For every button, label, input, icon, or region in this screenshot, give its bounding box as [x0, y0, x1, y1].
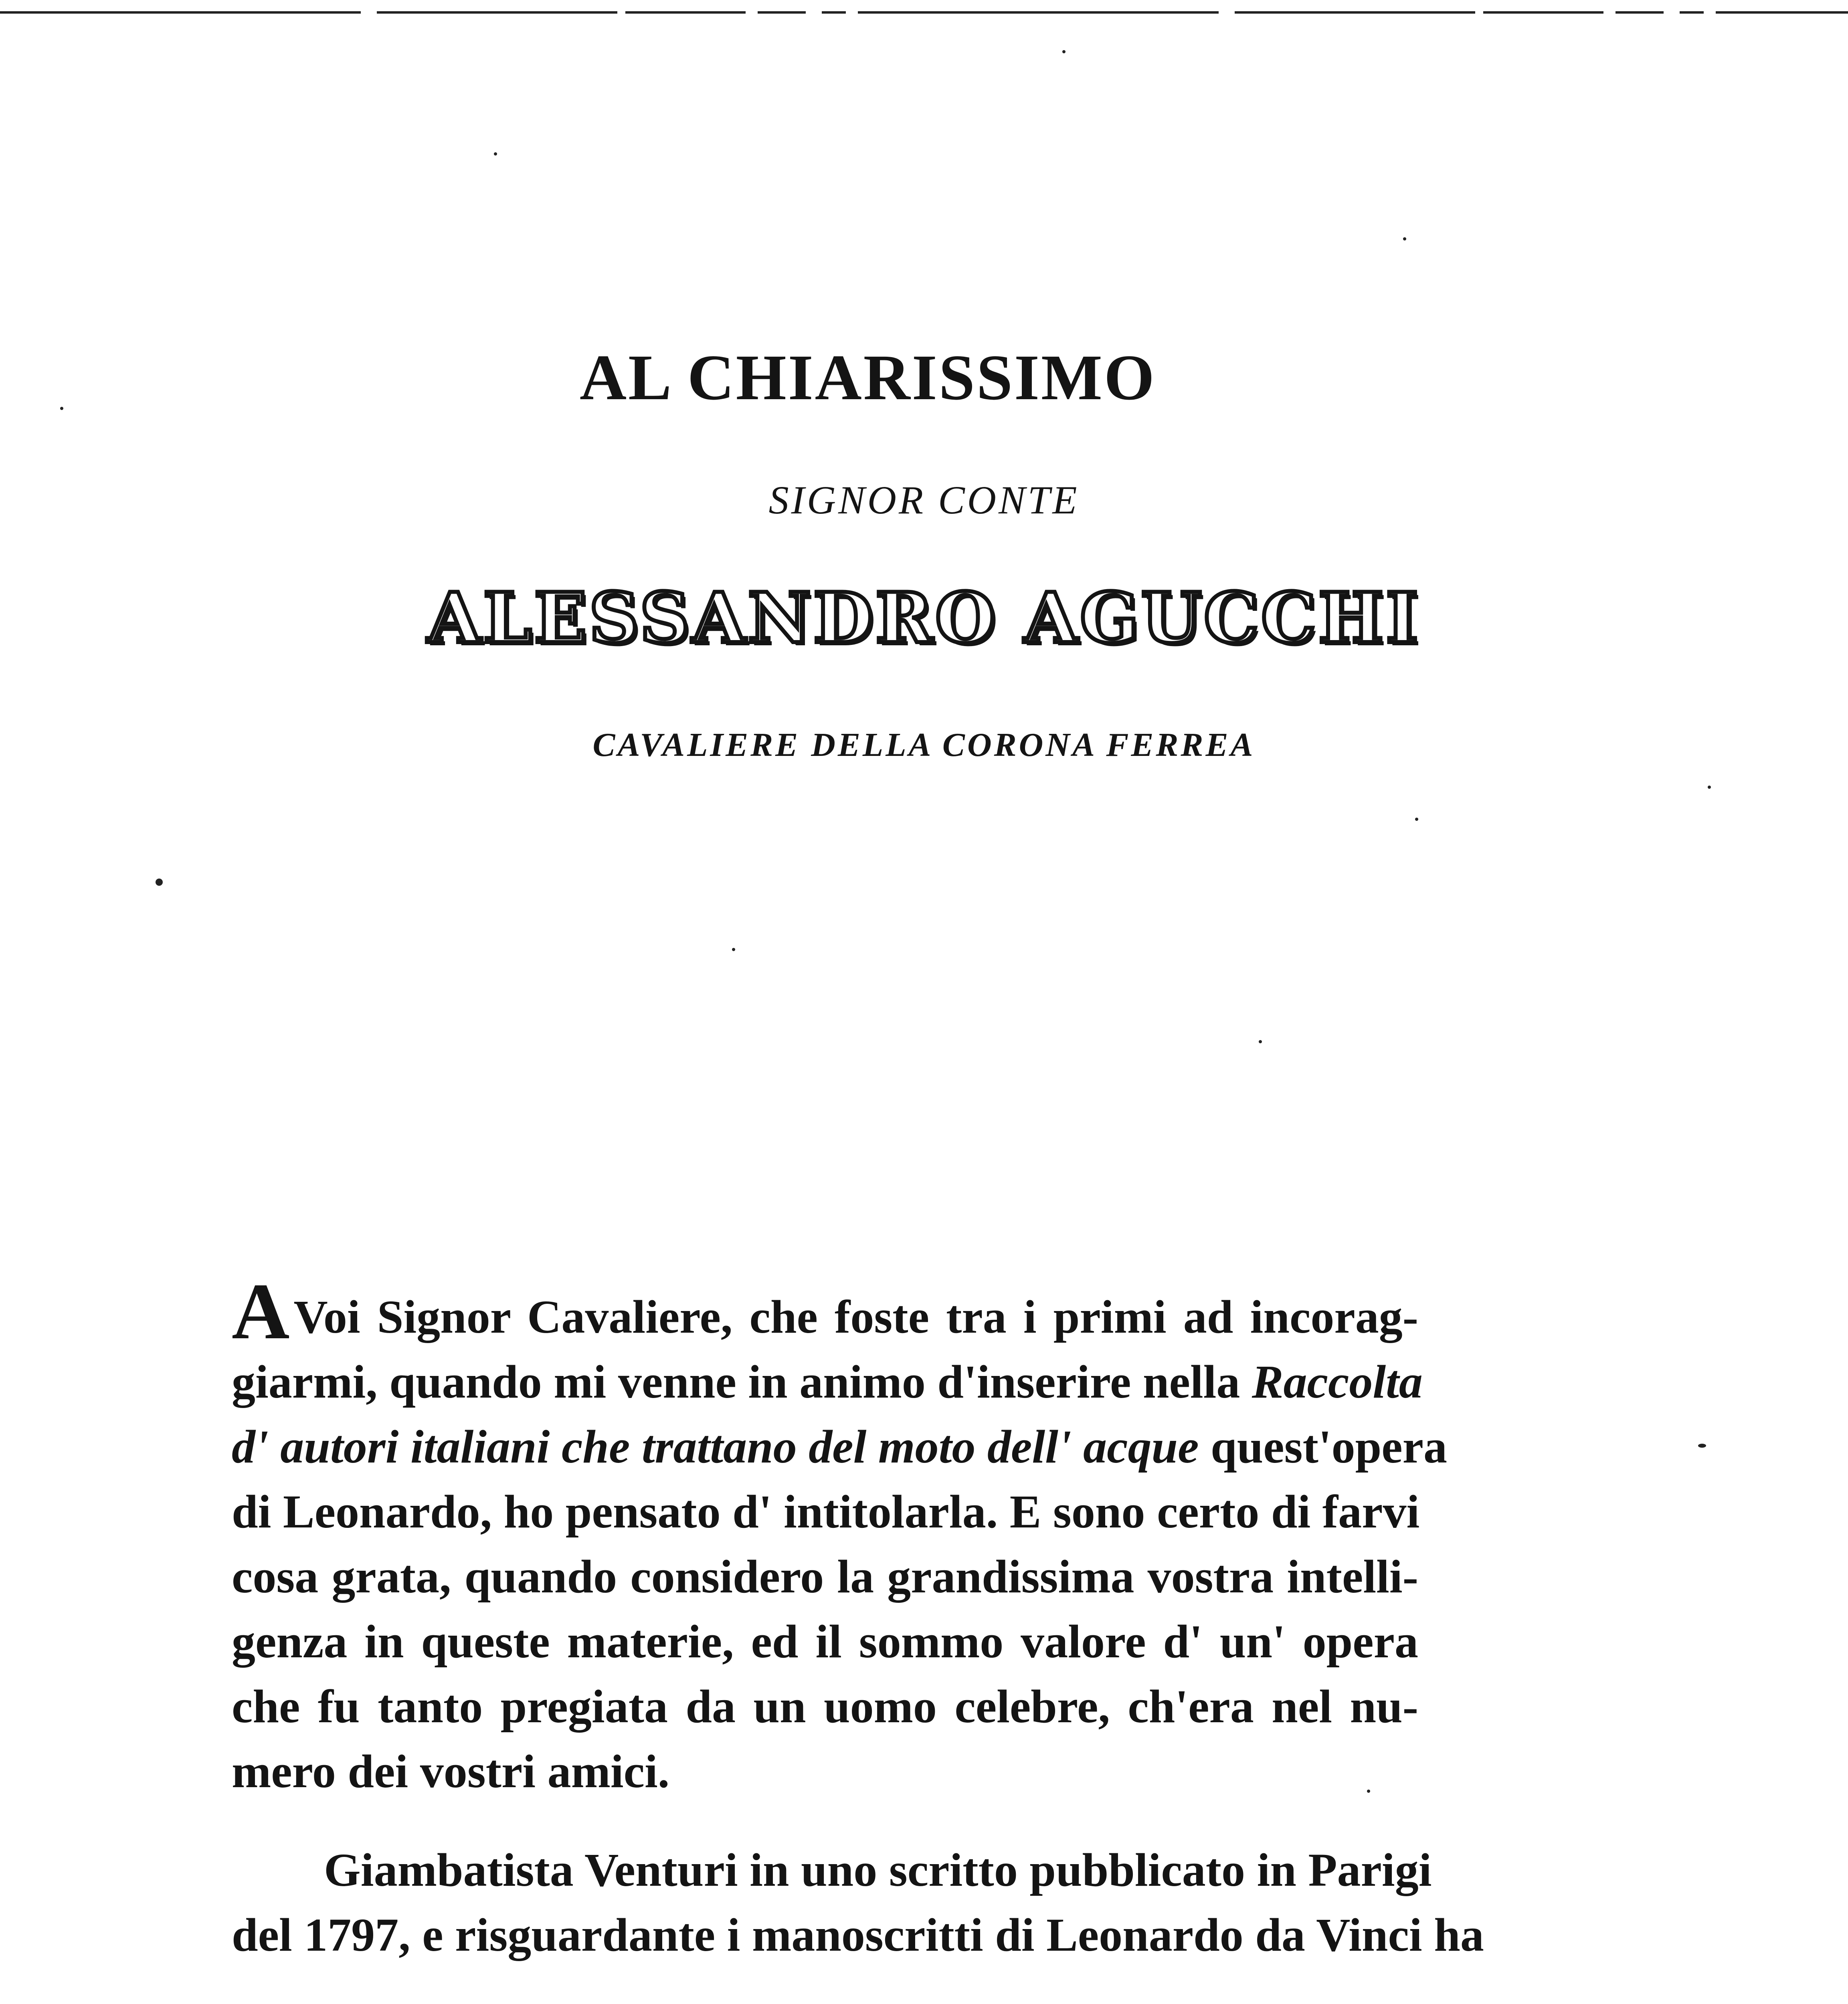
drop-cap: A: [232, 1267, 290, 1356]
dedication-subtitle: SIGNOR CONTE: [768, 478, 1080, 522]
scan-speck: [1403, 237, 1406, 240]
line-italic-text: d' autori italiani che trattano del moto dell' acque: [232, 1420, 1199, 1473]
scan-speck: [1259, 1040, 1262, 1043]
scan-speck: [732, 948, 735, 951]
scan-speck: [1708, 786, 1711, 789]
text-line: Giambatista Venturi in uno scritto pubblicato in Parigi: [324, 1844, 1432, 1896]
text-line: [232, 1267, 1418, 1356]
text-line: mero dei vostri amici.: [232, 1745, 670, 1798]
scan-speck: [494, 152, 497, 156]
text-line: cosa grata, quando considero la grandissima vostra intelli-: [232, 1550, 1418, 1603]
dedicatee-honor: CAVALIERE DELLA CORONA FERREA: [592, 726, 1256, 764]
text-line: genza in queste materie, ed il sommo valore d' un' opera: [232, 1615, 1418, 1668]
text-line: [232, 1414, 1448, 1479]
paragraph-1: [232, 1267, 1448, 1804]
text-line: del 1797, e risguardante i manoscritti di Leonardo da Vinci ha: [232, 1909, 1484, 1961]
scan-speck: [60, 407, 63, 410]
dedication-title: AL CHIARISSIMO: [580, 342, 1156, 414]
text-line: di Leonardo, ho pensato d' intitolarla. E sono certo di farvi: [232, 1485, 1420, 1538]
top-border-rule: [0, 8, 1848, 17]
line-italic-text: Raccolta: [1252, 1356, 1423, 1408]
line-text: quest'opera: [1211, 1420, 1448, 1473]
scan-speck: [1698, 1444, 1706, 1448]
text-line: [232, 1349, 1423, 1414]
scan-speck: [156, 879, 163, 886]
scan-speck: [1367, 1790, 1370, 1793]
line-text: Voi Signor Cavaliere, che foste tra i primi ad incorag-: [293, 1291, 1418, 1343]
dedicatee-name: ALESSANDRO AGUCCHI: [427, 577, 1421, 659]
text-line: che fu tanto pregiata da un uomo celebre, ch'era nel nu-: [232, 1680, 1418, 1733]
paragraph-2: [232, 1838, 1484, 1968]
line-text: giarmi, quando mi venne in animo d'inserire nella: [232, 1356, 1240, 1408]
scan-speck: [1415, 818, 1418, 821]
scan-speck: [1062, 50, 1066, 53]
